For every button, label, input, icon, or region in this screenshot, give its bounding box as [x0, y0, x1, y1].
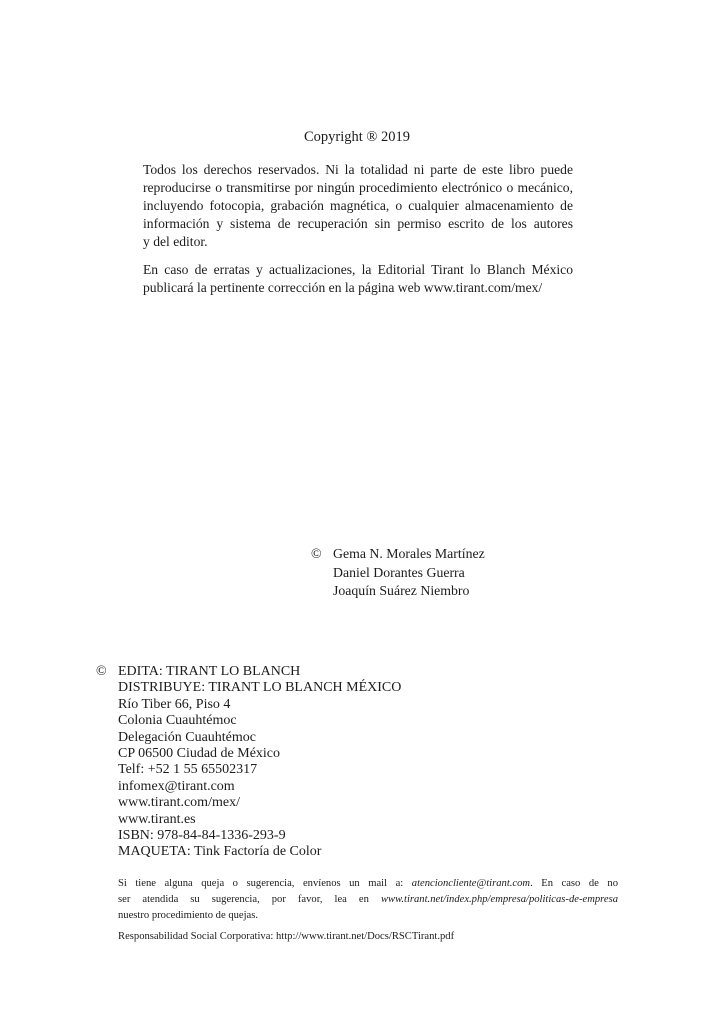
author-name: Gema N. Morales Martínez — [333, 546, 485, 561]
complaint-line: nuestro procedimiento de quejas. — [118, 910, 259, 922]
publisher-phone: Telf: +52 1 55 65502317 — [118, 762, 258, 778]
rights-line: reproducirse o transmitirse por ningún procedimiento electrónico o mecánico, — [143, 180, 573, 195]
rights-line: información y sistema de recuperación sin permiso escrito de los autores — [143, 216, 573, 231]
author-name: Daniel Dorantes Guerra — [333, 564, 465, 580]
publisher-distribuye: DISTRIBUYE: TIRANT LO BLANCH MÉXICO — [118, 680, 402, 696]
rights-line: incluyendo fotocopia, grabación magnética, o cualquier almacenamiento de — [143, 198, 573, 213]
csr-notice: Responsabilidad Social Corporativa: http://www.tirant.net/Docs/RSCTirant.pdf — [118, 931, 455, 942]
maqueta: MAQUETA: Tink Factoría de Color — [118, 844, 322, 860]
errata-line: En caso de erratas y actualizaciones, la Editorial Tirant lo Blanch México — [143, 262, 573, 277]
publisher-address: Río Tiber 66, Piso 4 — [118, 696, 231, 712]
author-list — [333, 545, 485, 601]
copyright-notice: Copyright ® 2019 — [303, 129, 411, 145]
publisher-email: infomex@tirant.com — [118, 778, 235, 794]
publisher-cp: CP 06500 Ciudad de México — [118, 746, 281, 762]
publisher-web-es: www.tirant.es — [118, 811, 196, 827]
complaint-text: Si tiene alguna queja o sugerencia, envíenos un mail a: — [118, 878, 412, 889]
complaint-email: atencioncliente@tirant.com — [411, 878, 531, 889]
copyright-symbol: © — [311, 546, 322, 561]
publisher-colonia: Colonia Cuauhtémoc — [118, 713, 237, 729]
errata-paragraph — [143, 261, 573, 297]
complaint-line — [118, 876, 618, 892]
author-name: Joaquín Suárez Niembro — [333, 583, 470, 598]
rights-line: y del editor. — [143, 234, 208, 249]
copyright-symbol: © — [96, 664, 107, 679]
isbn: ISBN: 978-84-84-1336-293-9 — [118, 828, 286, 844]
complaint-url: www.tirant.net/index.php/empresa/politicas-de-empresa — [380, 894, 618, 906]
complaint-line — [118, 892, 618, 908]
publisher-lines — [118, 664, 401, 861]
complaint-text: ser atendida su sugerencia, por favor, lea en — [118, 894, 381, 906]
publisher-edita: EDITA: TIRANT LO BLANCH — [118, 664, 301, 679]
publisher-delegacion: Delegación Cuauhtémoc — [118, 729, 257, 745]
complaint-tail: . En caso de no — [530, 878, 618, 889]
rights-line: Todos los derechos reservados. Ni la totalidad ni parte de este libro puede — [143, 162, 573, 177]
complaint-notice — [118, 876, 618, 925]
errata-line: publicará la pertinente corrección en la página web www.tirant.com/mex/ — [143, 280, 543, 295]
rights-reserved-paragraph — [143, 161, 573, 251]
publisher-web-mex: www.tirant.com/mex/ — [118, 795, 240, 811]
